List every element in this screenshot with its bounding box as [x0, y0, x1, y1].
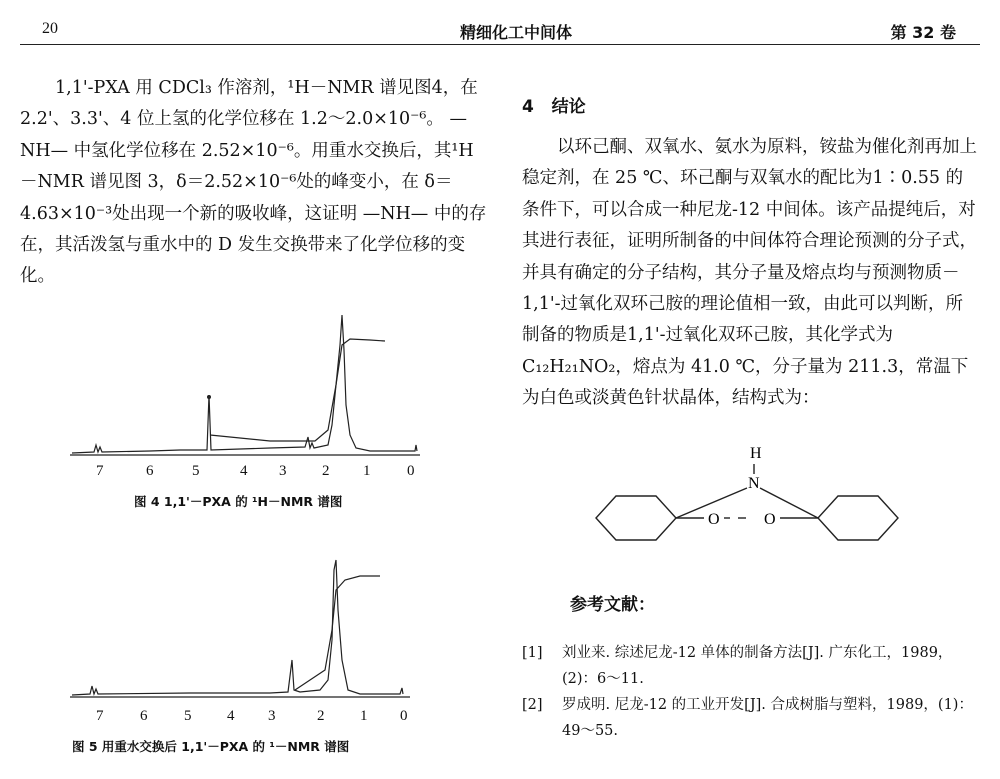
formula-n: N	[748, 475, 760, 492]
reference-item	[522, 692, 982, 744]
axis-tick-label: 7	[96, 708, 104, 724]
formula-o2: O	[764, 511, 776, 528]
axis-tick-label: 5	[184, 708, 192, 724]
page-number: 20	[42, 20, 58, 37]
reference-line: 罗成明. 尼龙-12 的工业开发[J]. 合成树脂与塑料，1989，(1)：	[562, 697, 973, 713]
nmr-paragraph: 1,1'-PXA 用 CDCl₃ 作溶剂，¹H－NMR 谱见图4，在 2.2'、3.3'、4 位上氢的化学位移在 1.2～2.0×10⁻⁶。 —NH— 中氢化学位移在 2.52×10⁻⁶。用重水交换后，其¹H－NMR 谱见图 3，δ＝2.52×10⁻⁶处的峰变小，在 δ＝4.63×10⁻³处出现一个新的吸收峰，这证明 —NH— 中的存在，其活泼氢与重水中的 D 发生交换带来了化学位移的变化。	[20, 78, 487, 287]
left-column-text	[20, 73, 490, 293]
reference-number: [2]	[522, 697, 543, 713]
axis-tick-label: 7	[96, 463, 104, 479]
volume-label: 第 32 卷	[890, 23, 956, 42]
reference-item	[522, 640, 982, 692]
reference-line: 49～55.	[562, 723, 619, 739]
axis-tick-label: 2	[322, 463, 330, 479]
reference-line: 刘业来. 综述尼龙-12 单体的制备方法[J]. 广东化工，1989，	[562, 645, 953, 661]
axis-tick-label: 6	[140, 708, 148, 724]
reference-line: (2)：6～11.	[562, 671, 644, 687]
conclusion-paragraph: 以环己酮、双氧水、氨水为原料，铵盐为催化剂再加上稳定剂，在 25 ℃、环己酮与双氧水的配比为1∶0.55 的条件下，可以合成一种尼龙-12 中间体。该产品提纯后，对其进行表征，证明所制备的中间体符合理论预测的分子式，并具有确定的分子结构，其分子量及熔点均与预测物质－1,1'-过氧化双环己胺的理论值相一致，由此可以判断，所制备的物质是1,1'-过氧化双环己胺，其化学式为 C₁₂H₂₁NO₂，熔点为 41.0 ℃，分子量为 211.3，常温下为白色或淡黄色针状晶体，结构式为：	[522, 137, 977, 409]
axis-tick-label: 5	[192, 463, 200, 479]
axis-tick-label: 4	[240, 463, 248, 479]
axis-tick-label: 3	[268, 708, 276, 724]
references-heading: 参考文献：	[570, 595, 655, 615]
axis-tick-label: 2	[317, 708, 325, 724]
section-heading	[522, 92, 586, 117]
section-title: 结论	[551, 97, 586, 117]
figure5-caption: 图 5 用重水交换后 1,1'－PXA 的 ¹－NMR 谱图	[72, 739, 350, 754]
structural-formula	[590, 440, 910, 560]
conclusion-column	[522, 132, 977, 415]
figure4-spectrum	[70, 305, 430, 465]
axis-tick-label: 4	[227, 708, 235, 724]
axis-tick-label: 0	[400, 708, 408, 724]
formula-h: H	[750, 445, 762, 462]
figure4-caption: 图 4 1,1'－PXA 的 ¹H－NMR 谱图	[134, 494, 343, 509]
axis-tick-label: 6	[146, 463, 154, 479]
running-header	[20, 14, 980, 45]
journal-title: 精细化工中间体	[460, 23, 573, 42]
figure5-spectrum	[70, 540, 430, 700]
axis-tick-label: 0	[407, 463, 415, 479]
reference-number: [1]	[522, 645, 543, 661]
axis-tick-label: 3	[279, 463, 287, 479]
axis-tick-label: 1	[360, 708, 368, 724]
axis-tick-label: 1	[363, 463, 371, 479]
formula-o1: O	[708, 511, 720, 528]
section-number: 4	[522, 97, 534, 117]
